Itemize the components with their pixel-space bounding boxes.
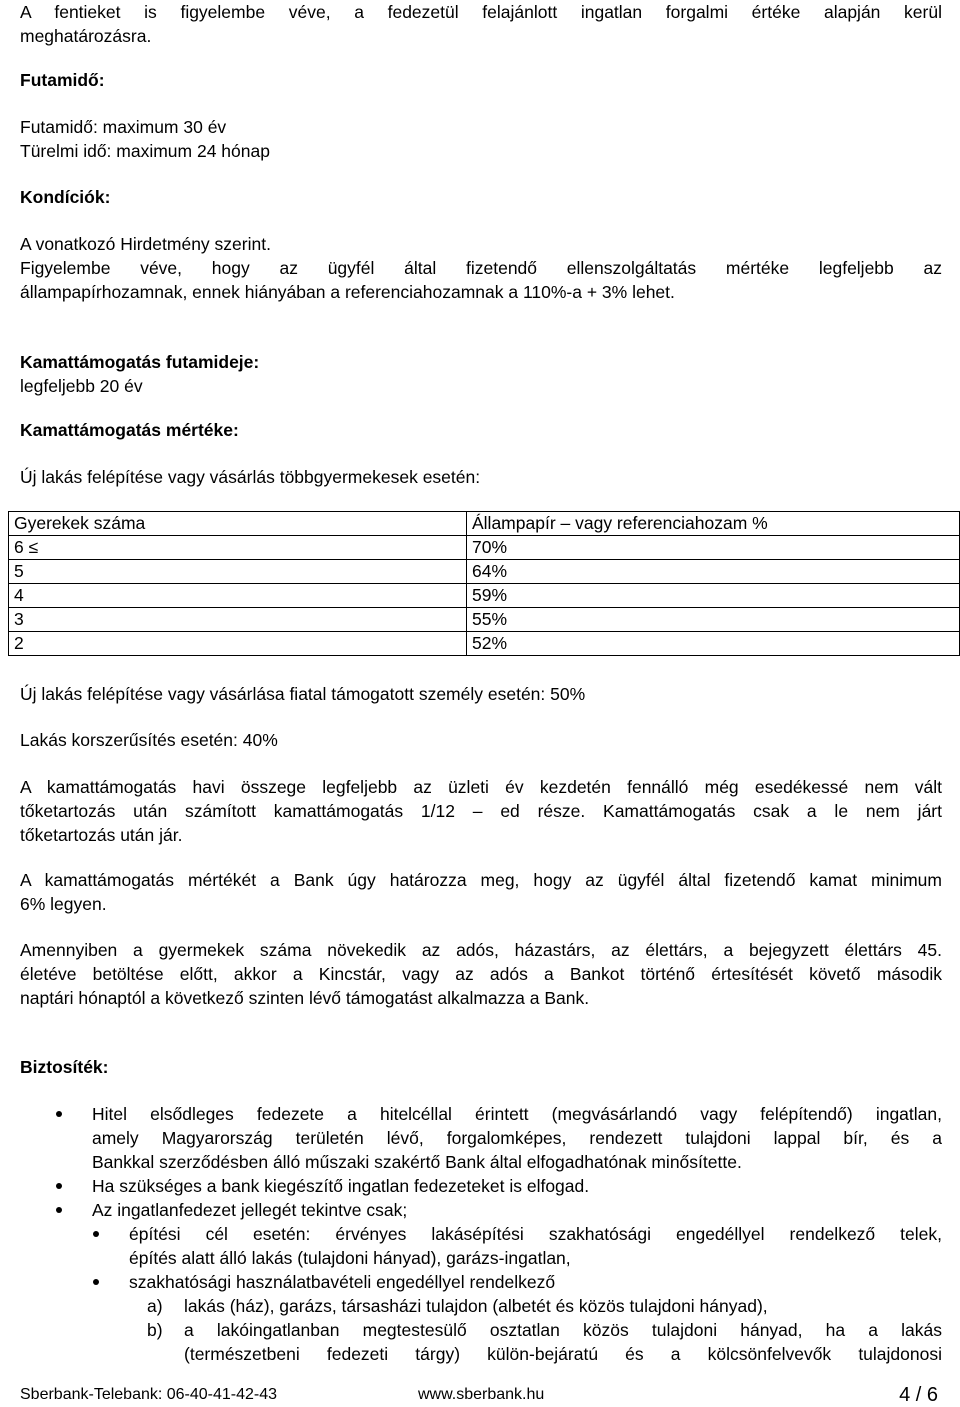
list-item-line: szakhatósági használatbavételi engedéllyel rendelkező — [129, 1272, 556, 1292]
paragraph-line: naptári hónaptól a következő szinten lévő támogatást alkalmazza a Bank. — [20, 988, 590, 1008]
table-row — [9, 536, 960, 560]
list-item-line: lakás (ház), garázs, társasházi tulajdon (albetét és közös tulajdoni hányad), — [184, 1296, 768, 1316]
intro-line: meghatározásra. — [20, 26, 152, 46]
bullet-icon — [56, 1183, 62, 1189]
list-item-line: Az ingatlanfedezet jellegét tekintve csak; — [92, 1200, 408, 1220]
korszerusites-note: Lakás korszerűsítés esetén: 40% — [20, 730, 278, 750]
bullet-icon — [56, 1207, 62, 1213]
table-cell: 52% — [467, 632, 960, 656]
page-number: 4 / 6 — [899, 1384, 938, 1406]
kondiciok-line: A vonatkozó Hirdetmény szerint. — [20, 234, 271, 254]
list-item-line: amely Magyarország területén lévő, forgalomképes, rendezett tulajdoni lappal bír, és a — [92, 1128, 942, 1148]
futamido-heading: Futamidő: — [20, 70, 105, 90]
list-item-line: építés alatt álló lakás (tulajdoni hányad), garázs-ingatlan, — [129, 1248, 571, 1268]
kondiciok-paragraph — [20, 232, 942, 304]
futamido-details — [20, 115, 942, 163]
list-item-line: Hitel elsődleges fedezete a hitelcéllal érintett (megvásárlandó vagy felépítendő) ingatlan, — [92, 1104, 942, 1124]
table-cell: 3 — [9, 608, 467, 632]
table-row — [9, 608, 960, 632]
paragraph-line: A kamattámogatás mértékét a Bank úgy határozza meg, hogy az ügyfél által fizetendő kamat minimum — [20, 870, 942, 890]
list-item-line: építési cél esetén: érvényes lakásépítési szakhatósági engedéllyel rendelkező telek, — [129, 1224, 942, 1244]
table-header-cell: Gyerekek száma — [9, 512, 467, 536]
table-row — [9, 632, 960, 656]
table-cell: 2 — [9, 632, 467, 656]
table-cell: 70% — [467, 536, 960, 560]
fiatal-note: Új lakás felépítése vagy vásárlása fiatal támogatott személy esetén: 50% — [20, 684, 586, 704]
intro-line: A fentieket is figyelembe véve, a fedezetül felajánlott ingatlan forgalmi értéke alapján kerül — [20, 2, 942, 22]
rate-table — [8, 511, 960, 656]
table-header-cell: Állampapír – vagy referenciahozam % — [467, 512, 960, 536]
bullet-icon — [93, 1279, 99, 1285]
item-letter: b) — [147, 1320, 163, 1340]
gyermek-paragraph — [20, 938, 942, 1010]
kondiciok-line: Figyelembe véve, hogy az ügyfél által fizetendő ellenszolgáltatás mértéke legfeljebb az — [20, 258, 942, 278]
turelmi-ido-line: Türelmi idő: maximum 24 hónap — [20, 141, 270, 161]
kondiciok-heading: Kondíciók: — [20, 187, 111, 207]
kondiciok-line: állampapírhozamnak, ennek hiányában a referenciahozamnak a 110%-a + 3% lehet. — [20, 282, 675, 302]
table-cell: 5 — [9, 560, 467, 584]
list-item-line: (természetbeni fedezeti tárgy) külön-bejáratú és a kölcsönfelvevők tulajdonosi — [184, 1344, 942, 1364]
kamat-mertek-heading: Kamattámogatás mértéke: — [20, 420, 239, 440]
paragraph-line: A kamattámogatás havi összege legfeljebb az üzleti év kezdetén fennálló még esedékessé nem vált — [20, 777, 942, 797]
havi-osszeg-paragraph — [20, 775, 942, 847]
table-cell: 4 — [9, 584, 467, 608]
kamat-mertek-subheading: Új lakás felépítése vagy vásárlás többgyermekesek esetén: — [20, 467, 481, 487]
table-row — [9, 560, 960, 584]
list-item-line: a lakóingatlanban megtestesülő osztatlan közös tulajdoni hányad, ha a lakás — [184, 1320, 942, 1340]
futamido-line: Futamidő: maximum 30 év — [20, 117, 227, 137]
telebank-phone: Sberbank-Telebank: 06-40-41-42-43 — [20, 1386, 278, 1403]
paragraph-line: életéve betöltése előtt, akkor a Kincstár, vagy az adós a Bankot történő értesítését követő második — [20, 964, 942, 984]
list-item-line: Ha szükséges a bank kiegészítő ingatlan fedezeteket is elfogad. — [92, 1176, 590, 1196]
table-cell: 64% — [467, 560, 960, 584]
website-link[interactable]: www.sberbank.hu — [418, 1386, 545, 1403]
intro-paragraph — [20, 0, 942, 48]
bullet-icon — [56, 1111, 62, 1117]
paragraph-line: tőketartozás után számított kamattámogatás 1/12 – ed része. Kamattámogatás csak a le nem járt — [20, 801, 942, 821]
list-item-line: Bankkal szerződésben álló műszaki szakértő Bank által elfogadhatónak minősítette. — [92, 1152, 742, 1172]
page-footer — [20, 1384, 940, 1406]
table-row — [9, 584, 960, 608]
item-letter: a) — [147, 1296, 163, 1316]
table-cell: 6 ≤ — [9, 536, 467, 560]
kamat-futamido-value: legfeljebb 20 év — [20, 376, 143, 396]
biztositek-heading: Biztosíték: — [20, 1057, 109, 1077]
table-header-row — [9, 512, 960, 536]
table-cell: 55% — [467, 608, 960, 632]
bullet-icon — [93, 1231, 99, 1237]
paragraph-line: 6% legyen. — [20, 894, 107, 914]
paragraph-line: Amennyiben a gyermekek száma növekedik az adós, házastárs, az élettárs, a bejegyzett élettárs 45. — [20, 940, 942, 960]
paragraph-line: tőketartozás után jár. — [20, 825, 183, 845]
kamat-futamido-heading: Kamattámogatás futamideje: — [20, 352, 260, 372]
kamat-futamido-section — [20, 350, 942, 398]
bank-minimum-paragraph — [20, 868, 942, 916]
table-cell: 59% — [467, 584, 960, 608]
